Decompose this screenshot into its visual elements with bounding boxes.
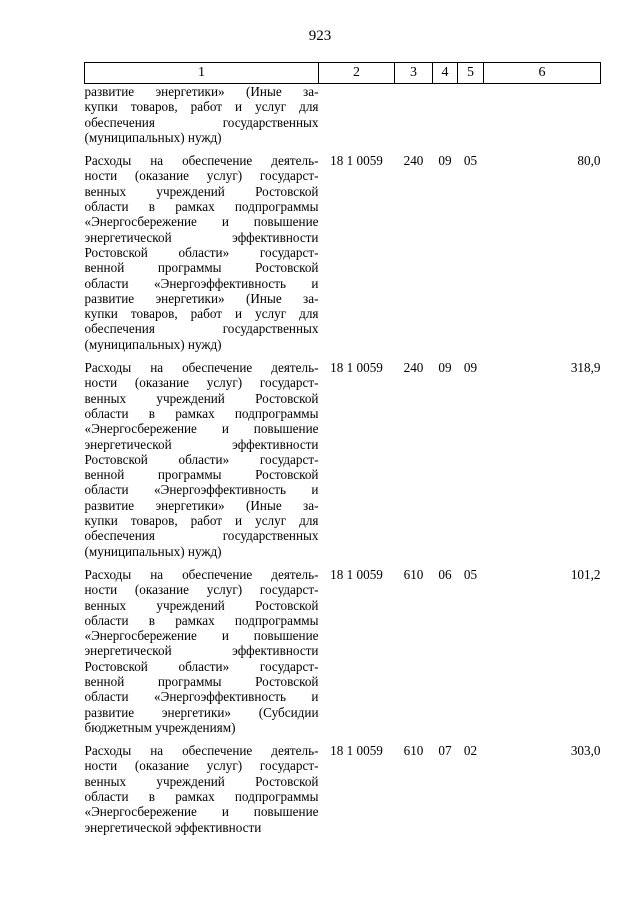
description-line: развитие энергетики» (Иные за- [84,84,319,99]
row-description [85,743,319,843]
description-line: ности (оказание услуг) государст- [84,582,319,598]
description-line: области в рамках подпрограммы [84,789,319,805]
description-line: области «Энергоэффективность и [84,689,319,705]
description-line: Расходы на обеспечение деятель- [84,566,319,582]
budget-table [84,62,601,843]
column-header: 6 [484,63,601,84]
description-line: энергетической эффективности [84,229,319,245]
description-line: купки товаров, работ и услуг для [84,99,319,115]
column-header: 3 [395,63,433,84]
subsection-code: 09 [463,360,478,376]
description-line: области «Энергоэффективность и [84,482,319,498]
page-number: 923 [308,28,332,44]
description-line: бюджетным учреждениям) [84,719,236,735]
row-description [85,84,319,154]
row-description [85,153,319,360]
description-line: (муниципальных) нужд) [84,336,222,352]
target-article-code: 18 1 0059 [330,566,383,582]
column-header: 5 [458,63,484,84]
section-code: 09 [438,153,452,169]
description-line: обеспечения государственных [84,528,319,544]
description-line: области «Энергоэффективность и [84,275,319,291]
description-line: «Энергосбережение и повышение [84,628,319,644]
table-row [85,360,601,567]
expense-type: 610 [403,743,424,759]
expense-type: 240 [403,153,424,169]
description-line: Ростовской области» государст- [84,451,319,467]
target-article-code: 18 1 0059 [330,360,383,376]
description-line: купки товаров, работ и услуг для [84,513,319,529]
description-line: (муниципальных) нужд) [84,543,222,559]
description-line: купки товаров, работ и услуг для [84,306,319,322]
table-header-row [85,63,601,84]
description-line: (муниципальных) нужд) [84,129,222,145]
subsection-code: 02 [463,743,478,759]
subsection-code: 05 [463,566,478,582]
table-row-continuation [85,84,601,154]
amount: 303,0 [570,743,601,759]
description-line: венной программы Ростовской [84,467,319,483]
column-header: 2 [319,63,395,84]
description-line: Ростовской области» государст- [84,658,319,674]
description-line: «Энергосбережение и повышение [84,421,319,437]
description-line: Расходы на обеспечение деятель- [84,153,319,169]
table-row [85,567,601,743]
description-line: венной программы Ростовской [84,260,319,276]
section-code: 09 [438,360,452,376]
description-line: области в рамках подпрограммы [84,612,319,628]
description-line: «Энергосбережение и повышение [84,214,319,230]
description-line: энергетической эффективности [84,643,319,659]
column-header: 4 [433,63,458,84]
description-line: венной программы Ростовской [84,673,319,689]
description-line: венных учреждений Ростовской [84,773,319,789]
description-line: ности (оказание услуг) государст- [84,168,319,184]
description-line: венных учреждений Ростовской [84,183,319,199]
description-line: области в рамках подпрограммы [84,405,319,421]
amount: 318,9 [570,360,601,376]
section-code: 07 [438,743,452,759]
description-line: развитие энергетики» (Субсидии [84,704,319,720]
description-line: Ростовской области» государст- [84,244,319,260]
description-line: области в рамках подпрограммы [84,199,319,215]
description-line: Расходы на обеспечение деятель- [84,360,319,376]
target-article-code: 18 1 0059 [330,153,383,169]
table-row [85,153,601,360]
expense-type: 610 [403,566,424,582]
description-line: венных учреждений Ростовской [84,390,319,406]
description-line: обеспечения государственных [84,114,319,130]
row-description [85,360,319,567]
description-line: Расходы на обеспечение деятель- [84,743,319,759]
description-line: развитие энергетики» (Иные за- [84,497,319,513]
expense-type: 240 [403,360,424,376]
description-line: «Энергосбережение и повышение [84,804,319,820]
description-line: развитие энергетики» (Иные за- [84,290,319,306]
section-code: 06 [438,566,452,582]
description-line: обеспечения государственных [84,321,319,337]
column-header: 1 [85,63,319,84]
description-line: венных учреждений Ростовской [84,597,319,613]
description-line: ности (оказание услуг) государст- [84,375,319,391]
row-description [85,567,319,743]
description-line: энергетической эффективности [84,819,262,835]
description-line: ности (оказание услуг) государст- [84,758,319,774]
amount: 101,2 [570,566,601,582]
description-line: энергетической эффективности [84,436,319,452]
table-row [85,743,601,843]
target-article-code: 18 1 0059 [330,743,383,759]
subsection-code: 05 [463,153,478,169]
amount: 80,0 [577,153,601,169]
